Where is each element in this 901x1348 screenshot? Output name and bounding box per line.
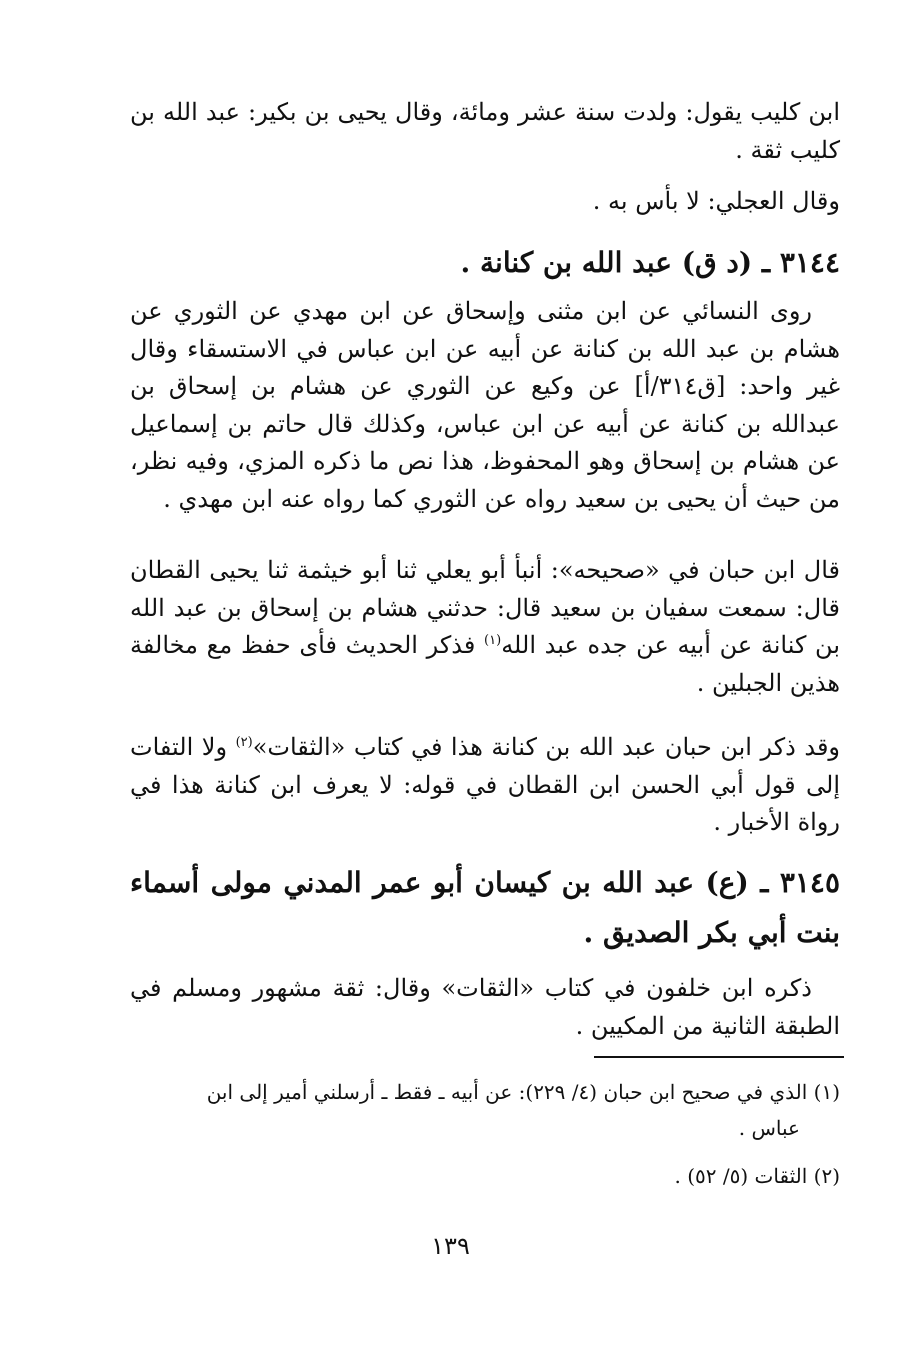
paragraph-ijli (130, 183, 840, 221)
paragraph-thiqat (130, 729, 840, 842)
footnote-text: عباس . (738, 1116, 800, 1140)
paragraph-text: فذكر الحديث فأى حفظ مع مخالفة هذين الجبلين . (130, 631, 840, 697)
entry-heading-3145 (130, 858, 840, 958)
page-number: ١٣٩ (431, 1232, 470, 1260)
footnote-text: (١) الذي في صحيح ابن حبان (٤/ ٢٢٩): عن أبيه ـ فقط ـ أرسلني أمير إلى ابن (206, 1080, 840, 1104)
paragraph-text: قال ابن حبان في «صحيحه»: أنبأ أبو يعلي ثنا أبو خيثمة ثنا يحيى القطان قال: سمعت سفيان بن سعيد قال: حدثني هشام بن إسحاق بن عبد الله بن كنانة عن أبيه عن جده عبد الله (130, 556, 840, 659)
paragraph-ibn-khalfun (130, 970, 840, 1045)
paragraph-text: ولا التفات إلى قول أبي الحسن ابن القطان في قوله: لا يعرف ابن كنانة هذا في رواة الأخبار . (130, 733, 840, 836)
paragraph-text: ذكره ابن خلفون في كتاب «الثقات» وقال: ثقة مشهور ومسلم في الطبقة الثانية من المكيين . (130, 974, 840, 1040)
footnote-separator (594, 1056, 844, 1058)
paragraph-text: ابن كليب يقول: ولدت سنة عشر ومائة، وقال يحيى بن بكير: عبد الله بن كليب ثقة . (130, 98, 840, 164)
footnote-2 (130, 1158, 840, 1194)
paragraph-nasai (130, 293, 840, 518)
paragraph-text: وقال العجلي: لا بأس به . (592, 187, 840, 215)
paragraph-intro (130, 94, 840, 169)
footnote-text: (٢) الثقات (٥/ ٥٢) . (674, 1164, 840, 1188)
footnote-1 (130, 1074, 840, 1146)
heading-text: ٣١٤٥ ـ (ع) عبد الله بن كيسان أبو عمر المدني مولى أسماء بنت أبي بكر الصديق . (130, 866, 840, 949)
paragraph-ibn-hibban (130, 552, 840, 702)
paragraph-text: روى النسائي عن ابن مثنى وإسحاق عن ابن مهدي عن الثوري عن هشام بن عبد الله بن كنانة عن أبيه عن ابن عباس في الاستسقاء وقال غير واحد: [ق٣١٤/أ] عن وكيع عن الثوري عن هشام بن إسحاق بن عبدالله بن كنانة عن أبيه عن ابن عباس، وكذلك قال حاتم بن إسماعيل عن هشام بن إسحاق وهو المحفوظ، هذا نص ما ذكره المزي، وفيه نظر، من حيث أن يحيى بن سعيد رواه عن الثوري كما رواه عنه ابن مهدي . (130, 297, 840, 513)
footnote-ref-1[interactable]: (١) (484, 633, 502, 648)
paragraph-text: وقد ذكر ابن حبان عبد الله بن كنانة هذا في كتاب «الثقات» (252, 733, 841, 761)
entry-heading-3144 (130, 238, 840, 288)
footnote-ref-2[interactable]: (٢) (235, 735, 253, 750)
heading-text: ٣١٤٤ ـ (د ق) عبد الله بن كنانة . (460, 246, 840, 279)
